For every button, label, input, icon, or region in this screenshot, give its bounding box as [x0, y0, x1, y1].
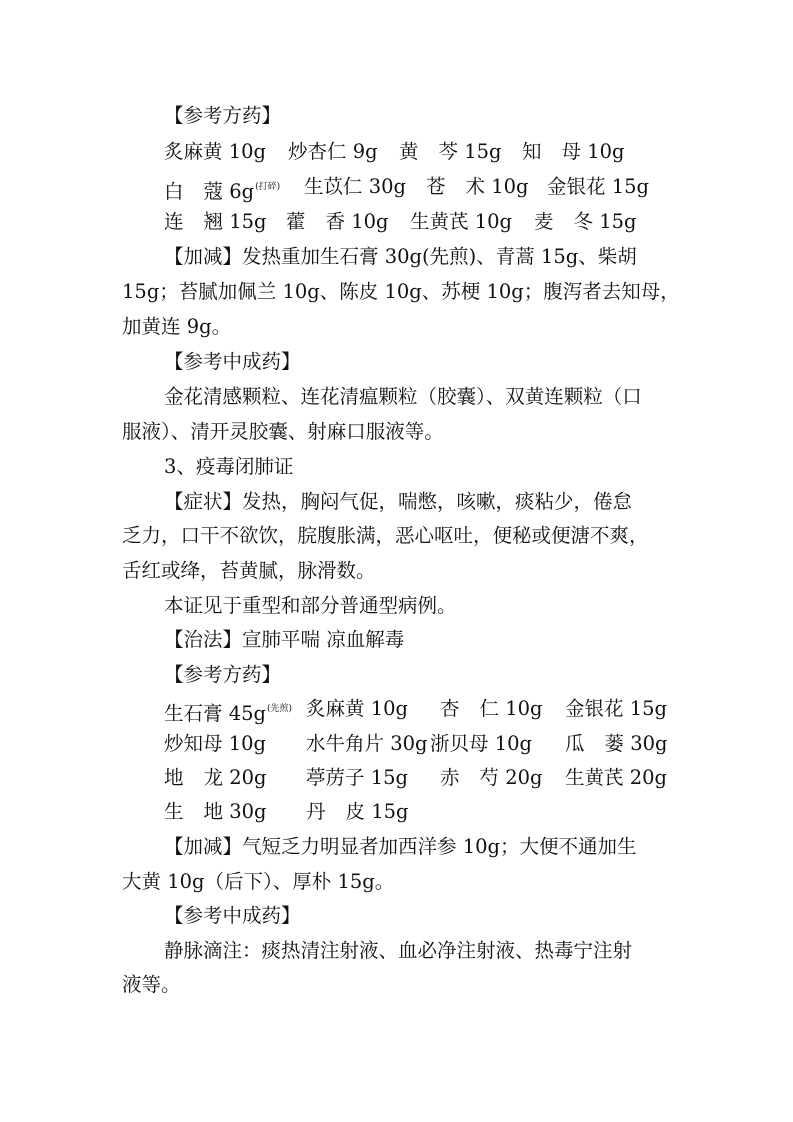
herb-item: 金银花 15g	[547, 175, 649, 198]
herb-item: 葶苈子 15g	[306, 766, 408, 789]
herb-note: (先煎)	[267, 704, 293, 714]
modify-line: 大黄 10g（后下）、厚朴 15g。	[122, 870, 395, 893]
herb-item: 金银花 15g	[565, 697, 667, 720]
herb-item: 炒知母 10g	[164, 732, 266, 755]
patent-line: 金花清感颗粒、连花清瘟颗粒（胶囊）、双黄连颗粒（口	[164, 385, 642, 408]
herb-item: 丹 皮 15g	[306, 800, 409, 823]
patent-line: 液等。	[122, 973, 181, 996]
modify-line: 【加减】气短乏力明显者加西洋参 10g；大便不通加生	[164, 835, 637, 858]
herb-item: 生 地 30g	[164, 800, 267, 823]
formula-heading: 【参考方药】	[164, 104, 282, 127]
patent-line: 静脉滴注：痰热清注射液、血必净注射液、热毒宁注射	[164, 939, 633, 962]
herb-item: 苍 术 10g	[426, 175, 529, 198]
symptom-line: 【症状】发热，胸闷气促，喘憋，咳嗽，痰粘少，倦怠	[164, 490, 633, 513]
modify-line: 加黄连 9g。	[122, 315, 232, 338]
symptom-line: 舌红或绛，苔黄腻，脉滑数。	[122, 559, 376, 582]
herb-item: 藿 香 10g	[286, 210, 389, 233]
herb-item: 麦 冬 15g	[534, 210, 637, 233]
herb-item: 赤 芍 20g	[440, 766, 543, 789]
herb-item: 炙麻黄 10g	[306, 697, 408, 720]
herb-item: 连 翘 15g	[164, 210, 267, 233]
herb-item: 瓜 蒌 30g	[565, 732, 668, 755]
scope-text: 本证见于重型和部分普通型病例。	[164, 594, 457, 617]
herb-item: 浙贝母 10g	[430, 732, 532, 755]
herb-item: 生苡仁 30g	[304, 175, 406, 198]
herb-item: 白 蔻 6g$^{(打碎)}$	[164, 180, 281, 203]
modify-line: 15g；苔腻加佩兰 10g、陈皮 10g、苏梗 10g；腹泻者去知母，	[122, 280, 680, 303]
herb-item: 生石膏 45g$^{(先煎)}$	[164, 702, 293, 725]
herb-item: 水牛角片 30g	[306, 732, 428, 755]
herb-item: 杏 仁 10g	[440, 697, 543, 720]
herb-note: (打碎)	[255, 182, 281, 192]
herb-item: 炙麻黄 10g	[164, 140, 266, 163]
herb-item: 知 母 10g	[522, 140, 625, 163]
herb-item: 生黄芪 10g	[410, 210, 512, 233]
section-title: 3、疫毒闭肺证	[164, 455, 294, 478]
treatment-text: 【治法】宣肺平喘 凉血解毒	[164, 628, 405, 651]
herb-item: 黄 芩 15g	[399, 140, 502, 163]
patent-line: 服液）、清开灵胶囊、射麻口服液等。	[122, 420, 444, 443]
modify-line: 【加减】发热重加生石膏 30g(先煎)、青蒿 15g、柴胡	[164, 245, 637, 268]
symptom-line: 乏力，口干不欲饮，脘腹胀满，恶心呕吐，便秘或便溏不爽，	[122, 524, 649, 547]
formula-heading: 【参考方药】	[164, 663, 282, 686]
patent-heading: 【参考中成药】	[164, 904, 301, 927]
herb-item: 地 龙 20g	[164, 766, 267, 789]
patent-heading: 【参考中成药】	[164, 350, 301, 373]
herb-item: 生黄芪 20g	[565, 766, 667, 789]
herb-item: 炒杏仁 9g	[288, 140, 378, 163]
